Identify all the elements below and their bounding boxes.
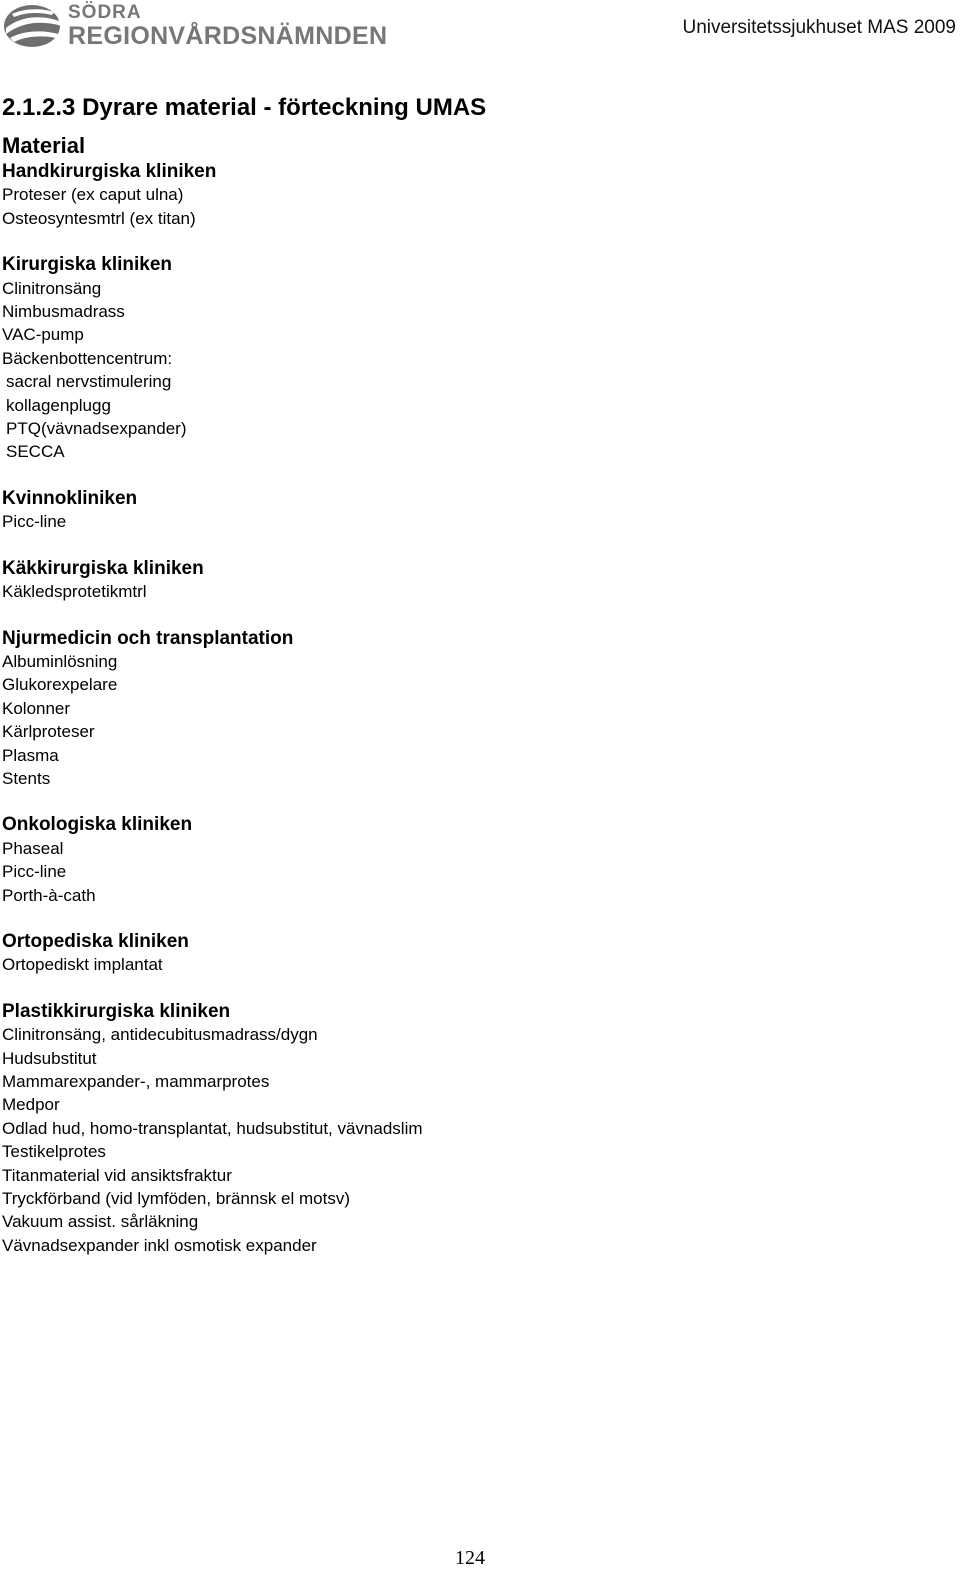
list-item: Phaseal [2, 838, 64, 858]
list-item: Testikelprotes [2, 1142, 106, 1162]
list-item: Picc-line [2, 862, 67, 882]
section-njurmedicin [2, 627, 942, 791]
globe-logo-icon [2, 2, 66, 50]
list-item: Proteser (ex caput ulna) [2, 185, 184, 205]
page-number: 124 [455, 1547, 485, 1569]
document-body [2, 92, 942, 1257]
list-item: Glukorexpelare [2, 675, 118, 695]
section-heading: Plastikkirurgiska kliniken [2, 1000, 231, 1022]
list-subitem: PTQ(vävnadsexpander) [6, 419, 187, 439]
page-header [0, 0, 960, 56]
list-item: Osteosyntesmtrl (ex titan) [2, 208, 196, 228]
section-onkologiska [2, 813, 942, 907]
list-item: Medpor [2, 1095, 60, 1115]
list-subitem: kollagenplugg [6, 395, 111, 415]
section-heading: Käkkirurgiska kliniken [2, 557, 204, 579]
list-item: Vävnadsexpander inkl osmotisk expander [2, 1235, 317, 1255]
list-item: Stents [2, 768, 51, 788]
list-item: Odlad hud, homo-transplantat, hudsubstitut, vävnadslim [2, 1118, 423, 1138]
list-item: Titanmaterial vid ansiktsfraktur [2, 1165, 232, 1185]
list-item: Ortopediskt implantat [2, 955, 163, 975]
list-subitem: sacral nervstimulering [6, 372, 172, 392]
section-heading: Kirurgiska kliniken [2, 254, 173, 276]
section-kirurgiska [2, 253, 942, 464]
list-item: Kärlproteser [2, 722, 95, 742]
list-item: Plasma [2, 745, 59, 765]
list-item: Mammarexpander-, mammarprotes [2, 1072, 270, 1091]
list-item: Porth-à-cath [2, 885, 96, 905]
list-item: Käkledsprotetikmtrl [2, 582, 147, 602]
list-item: Clinitronsäng [2, 278, 102, 298]
section-handkirurgiska [2, 160, 942, 230]
logo-text-regionvardsnamnden: REGIONVÅRDSNÄMNDEN [68, 22, 388, 50]
list-item: Tryckförband (vid lymföden, brännsk el motsv) [2, 1189, 350, 1209]
document-subtitle: Material [2, 133, 86, 158]
list-item: Clinitronsäng, antidecubitusmadrass/dygn [2, 1025, 318, 1045]
section-kakkirurgiska [2, 557, 942, 604]
regionvardsnamnden-logo [2, 2, 432, 50]
section-heading: Kvinnokliniken [2, 487, 138, 509]
section-ortopediska [2, 930, 942, 977]
list-item: Kolonner [2, 698, 71, 718]
section-heading: Handkirurgiska kliniken [2, 161, 217, 182]
logo-text-sodra: SÖDRA [68, 2, 142, 23]
document-title: 2.1.2.3 Dyrare material - förteckning UMAS [2, 94, 487, 121]
section-heading: Njurmedicin och transplantation [2, 627, 294, 649]
section-heading: Onkologiska kliniken [2, 814, 193, 836]
list-item: Picc-line [2, 512, 67, 532]
section-kvinnokliniken [2, 487, 942, 534]
section-heading: Ortopediska kliniken [2, 930, 189, 952]
list-item: Hudsubstitut [2, 1048, 97, 1068]
list-item: VAC-pump [2, 325, 84, 345]
list-item: Nimbusmadrass [2, 302, 125, 322]
list-item: Albuminlösning [2, 651, 118, 671]
header-institution: Universitetssjukhuset MAS 2009 [682, 17, 956, 38]
list-item: Bäckenbottencentrum: [2, 348, 173, 368]
section-plastikkirurgiska [2, 1000, 942, 1257]
list-item: Vakuum assist. sårläkning [2, 1212, 199, 1232]
list-subitem: SECCA [6, 442, 65, 462]
